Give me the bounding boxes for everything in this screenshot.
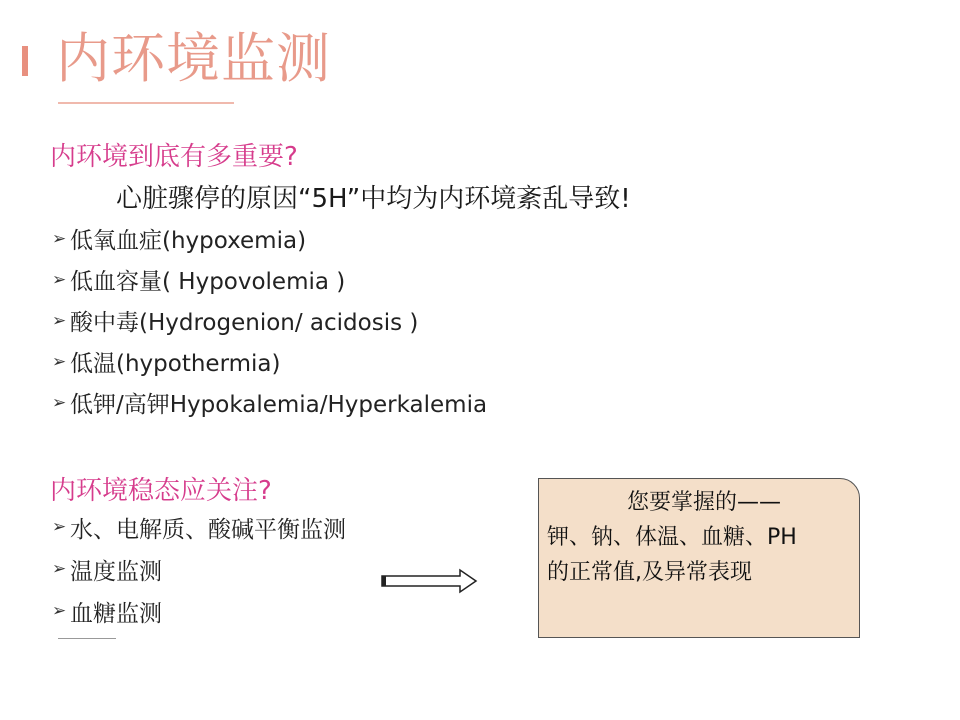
footer-divider: [58, 638, 116, 639]
bullet-arrow-icon: ➢: [52, 269, 67, 290]
question-importance: 内环境到底有多重要?: [50, 142, 298, 172]
bullet-arrow-icon: ➢: [52, 228, 67, 249]
causes-list: [52, 218, 487, 423]
note-line: 您要掌握的——: [627, 490, 782, 515]
title-accent-bar: [22, 46, 28, 76]
bullet-arrow-icon: ➢: [52, 601, 67, 621]
list-item: [52, 548, 346, 590]
list-item-text: 低温(hypothermia): [70, 351, 281, 377]
list-item-text: 血糖监测: [70, 600, 162, 627]
list-item-text: 低氧血症(hypoxemia): [70, 228, 307, 254]
list-item-text: 低血容量( Hypovolemia ): [70, 269, 346, 295]
list-item: [52, 506, 346, 548]
note-line: 的正常值,及异常表现: [547, 560, 752, 585]
list-item: [52, 259, 487, 300]
list-item: [52, 341, 487, 382]
list-item: [52, 590, 346, 632]
focus-list: [52, 506, 346, 632]
bullet-arrow-icon: ➢: [52, 351, 67, 372]
list-item: [52, 300, 487, 341]
list-item-text: 水、电解质、酸碱平衡监测: [70, 516, 346, 543]
note-box: [538, 478, 860, 638]
page-title: 内环境监测: [56, 27, 331, 90]
right-arrow-icon: [380, 568, 480, 594]
list-item: [52, 218, 487, 259]
list-item: [52, 382, 487, 423]
bullet-arrow-icon: ➢: [52, 517, 67, 537]
list-item-text: 低钾/高钾Hypokalemia/Hyperkalemia: [70, 392, 488, 418]
title-underline: [58, 102, 234, 104]
bullet-arrow-icon: ➢: [52, 310, 67, 331]
note-line: 钾、钠、体温、血糖、PH: [547, 525, 797, 550]
bullet-arrow-icon: ➢: [52, 559, 67, 579]
list-item-text: 温度监测: [70, 558, 162, 585]
subtitle-5h: 心脏骤停的原因“5H”中均为内环境紊乱导致!: [116, 184, 631, 214]
list-item-text: 酸中毒(Hydrogenion/ acidosis ): [70, 310, 419, 336]
bullet-arrow-icon: ➢: [52, 392, 67, 413]
question-focus: 内环境稳态应关注?: [50, 476, 272, 506]
